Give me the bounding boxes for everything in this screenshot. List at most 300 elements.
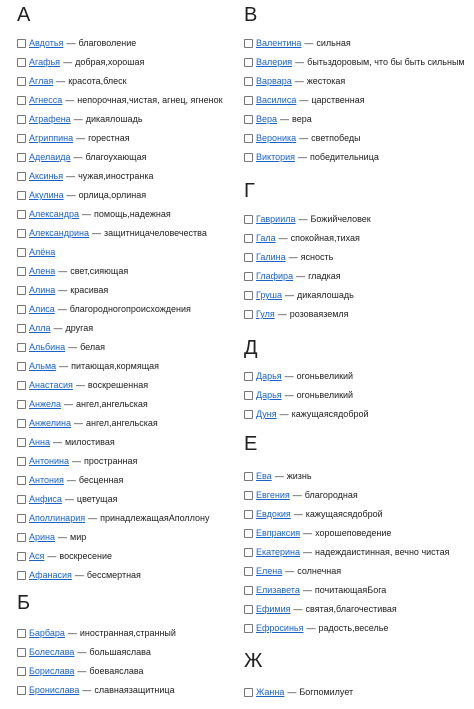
name-meaning: боеваяслава bbox=[89, 666, 144, 676]
dash-separator: — bbox=[298, 152, 308, 162]
dash-separator: — bbox=[82, 209, 92, 219]
name-meaning: Божийчеловек bbox=[310, 214, 371, 224]
name-link[interactable]: Бронислава bbox=[29, 685, 80, 695]
dash-separator: — bbox=[296, 271, 306, 281]
name-meaning: ангел,ангельская bbox=[75, 399, 148, 409]
checkbox[interactable] bbox=[17, 134, 26, 143]
section-г bbox=[244, 180, 371, 324]
name-link[interactable]: Евпраксия bbox=[256, 528, 301, 538]
section-б bbox=[17, 592, 176, 700]
checkbox[interactable] bbox=[17, 58, 26, 67]
list-item bbox=[17, 376, 223, 395]
list-item bbox=[17, 243, 223, 262]
list-item bbox=[17, 414, 223, 433]
name-link[interactable]: Авдотья bbox=[29, 38, 64, 48]
name-meaning: большаяслава bbox=[89, 647, 151, 657]
section-е bbox=[244, 433, 450, 638]
section-heading: Е bbox=[244, 433, 258, 455]
list-item bbox=[17, 471, 223, 490]
name-link[interactable]: Афанасия bbox=[29, 570, 72, 580]
section-heading: Д bbox=[244, 337, 258, 359]
name-link[interactable]: Алена bbox=[29, 266, 56, 276]
name-meaning: сильная bbox=[316, 38, 351, 48]
list-item bbox=[244, 129, 465, 148]
name-link[interactable]: Аграфена bbox=[29, 114, 71, 124]
checkbox[interactable] bbox=[17, 476, 26, 485]
list-item bbox=[17, 205, 223, 224]
checkbox[interactable] bbox=[244, 567, 253, 576]
dash-separator: — bbox=[285, 290, 294, 300]
dash-separator: — bbox=[284, 371, 294, 381]
checkbox[interactable] bbox=[17, 381, 26, 390]
name-meaning: святая,благочестивая bbox=[305, 604, 397, 614]
name-link[interactable]: Аполлинария bbox=[29, 513, 86, 523]
name-link[interactable]: Вероника bbox=[256, 133, 297, 143]
section-а bbox=[17, 4, 223, 585]
name-meaning: милостивая bbox=[64, 437, 115, 447]
list-item bbox=[17, 319, 223, 338]
checkbox[interactable] bbox=[17, 629, 26, 638]
checkbox[interactable] bbox=[17, 115, 26, 124]
name-link[interactable]: Акулина bbox=[29, 190, 64, 200]
dash-separator: — bbox=[77, 647, 87, 657]
checkbox[interactable] bbox=[244, 548, 253, 557]
dash-separator: — bbox=[63, 399, 73, 409]
name-meaning: благородногопроисхождения bbox=[69, 304, 191, 314]
dash-separator: — bbox=[66, 190, 76, 200]
checkbox[interactable] bbox=[17, 267, 26, 276]
checkbox[interactable] bbox=[17, 571, 26, 580]
list-item bbox=[17, 186, 223, 205]
name-meaning: помощь,надежная bbox=[94, 209, 171, 219]
name-meaning: спокойная,тихая bbox=[290, 233, 360, 243]
name-meaning: дикаялошадь bbox=[297, 290, 354, 300]
list-item bbox=[17, 110, 223, 129]
name-link[interactable]: Агриппина bbox=[29, 133, 74, 143]
dash-separator: — bbox=[284, 390, 294, 400]
name-link[interactable]: Ася bbox=[29, 551, 45, 561]
checkbox[interactable] bbox=[244, 77, 253, 86]
dash-separator: — bbox=[302, 547, 312, 557]
checkbox[interactable] bbox=[244, 291, 253, 300]
section-heading: А bbox=[17, 4, 31, 26]
list-item bbox=[244, 619, 450, 638]
name-meaning: мир bbox=[70, 532, 87, 542]
name-link[interactable]: Ева bbox=[256, 471, 272, 481]
checkbox[interactable] bbox=[17, 552, 26, 561]
list-item bbox=[244, 53, 465, 72]
section-heading: В bbox=[244, 4, 258, 26]
dash-separator: — bbox=[66, 171, 76, 181]
dash-separator: — bbox=[58, 285, 68, 295]
checkbox[interactable] bbox=[17, 305, 26, 314]
list-item bbox=[244, 110, 465, 129]
name-meaning: бытьздоровым, что бы быть сильным bbox=[307, 57, 465, 67]
name-meaning: Богпомилует bbox=[299, 687, 354, 697]
list-item bbox=[17, 509, 223, 528]
dash-separator: — bbox=[74, 570, 84, 580]
dash-separator: — bbox=[88, 513, 98, 523]
checkbox[interactable] bbox=[17, 419, 26, 428]
list-item bbox=[17, 395, 223, 414]
name-link[interactable]: Альбина bbox=[29, 342, 66, 352]
checkbox[interactable] bbox=[244, 372, 253, 381]
list-item bbox=[244, 72, 465, 91]
list-item bbox=[17, 300, 223, 319]
dash-separator: — bbox=[53, 323, 63, 333]
section-heading: Б bbox=[17, 592, 31, 614]
dash-separator: — bbox=[67, 628, 77, 638]
name-link[interactable]: Анна bbox=[29, 437, 50, 447]
checkbox[interactable] bbox=[244, 96, 253, 105]
name-link[interactable]: Варвара bbox=[256, 76, 292, 86]
checkbox[interactable] bbox=[17, 248, 26, 257]
name-meaning: розоваяземля bbox=[289, 309, 349, 319]
name-link[interactable]: Гавриила bbox=[256, 214, 296, 224]
dash-separator: — bbox=[59, 361, 69, 371]
checkbox[interactable] bbox=[244, 153, 253, 162]
list-item bbox=[17, 129, 223, 148]
name-meaning: красота,блеск bbox=[68, 76, 127, 86]
name-meaning: горестная bbox=[88, 133, 130, 143]
name-meaning: цветущая bbox=[76, 494, 118, 504]
list-item bbox=[17, 528, 223, 547]
checkbox[interactable] bbox=[17, 343, 26, 352]
name-meaning: хорошеповедение bbox=[315, 528, 392, 538]
name-meaning: огоньвеликий bbox=[296, 371, 354, 381]
dash-separator: — bbox=[278, 233, 288, 243]
name-meaning: гладкая bbox=[308, 271, 341, 281]
name-meaning: бесценная bbox=[78, 475, 124, 485]
name-meaning: кажущаясядоброй bbox=[305, 509, 383, 519]
name-meaning: белая bbox=[80, 342, 105, 352]
dash-separator: — bbox=[302, 585, 312, 595]
name-meaning: надеждаистинная, вечно чистая bbox=[314, 547, 450, 557]
name-link[interactable]: Евдокия bbox=[256, 509, 291, 519]
name-link[interactable]: Груша bbox=[256, 290, 282, 300]
checkbox[interactable] bbox=[244, 586, 253, 595]
list-item bbox=[244, 562, 450, 581]
section-д bbox=[244, 337, 369, 424]
dash-separator: — bbox=[63, 57, 73, 67]
dash-separator: — bbox=[304, 38, 314, 48]
name-meaning: ангел,ангельская bbox=[85, 418, 158, 428]
checkbox[interactable] bbox=[244, 391, 253, 400]
checkbox[interactable] bbox=[244, 410, 253, 419]
dash-separator: — bbox=[56, 76, 66, 86]
name-link[interactable]: Алёна bbox=[29, 247, 56, 257]
list-item bbox=[17, 357, 223, 376]
dash-separator: — bbox=[293, 604, 303, 614]
name-meaning: почитающаяБога bbox=[314, 585, 387, 595]
checkbox[interactable] bbox=[17, 457, 26, 466]
checkbox[interactable] bbox=[17, 533, 26, 542]
name-link[interactable]: Арина bbox=[29, 532, 56, 542]
name-link[interactable]: Валентина bbox=[256, 38, 302, 48]
list-item bbox=[17, 281, 223, 300]
checkbox[interactable] bbox=[17, 362, 26, 371]
list-item bbox=[17, 148, 223, 167]
checkbox[interactable] bbox=[244, 215, 253, 224]
checkbox[interactable] bbox=[17, 286, 26, 295]
name-link[interactable]: Ефросинья bbox=[256, 623, 304, 633]
dash-separator: — bbox=[73, 152, 83, 162]
checkbox[interactable] bbox=[17, 667, 26, 676]
checkbox[interactable] bbox=[244, 624, 253, 633]
list-item bbox=[17, 338, 223, 357]
list-item bbox=[17, 643, 176, 662]
name-link[interactable]: Борислава bbox=[29, 666, 75, 676]
name-link[interactable]: Антонина bbox=[29, 456, 69, 466]
checkbox[interactable] bbox=[244, 510, 253, 519]
name-meaning: кажущаясядоброй bbox=[291, 409, 369, 419]
list-item bbox=[244, 229, 371, 248]
dash-separator: — bbox=[292, 490, 302, 500]
list-item bbox=[17, 91, 223, 110]
name-meaning: победительница bbox=[310, 152, 379, 162]
checkbox[interactable] bbox=[17, 514, 26, 523]
list-item bbox=[17, 547, 223, 566]
checkbox[interactable] bbox=[244, 58, 253, 67]
name-meaning: воскрешенная bbox=[87, 380, 149, 390]
name-link[interactable]: Антония bbox=[29, 475, 64, 485]
checkbox[interactable] bbox=[244, 310, 253, 319]
list-item bbox=[17, 167, 223, 186]
dash-separator: — bbox=[76, 133, 86, 143]
dash-separator: — bbox=[47, 551, 57, 561]
list-item bbox=[17, 624, 176, 643]
dash-separator: — bbox=[295, 57, 305, 67]
dash-separator: — bbox=[299, 133, 309, 143]
name-meaning: благоухающая bbox=[85, 152, 147, 162]
name-meaning: пространная bbox=[83, 456, 138, 466]
checkbox[interactable] bbox=[244, 491, 253, 500]
name-link[interactable]: Болеслава bbox=[29, 647, 75, 657]
list-item bbox=[244, 505, 450, 524]
checkbox[interactable] bbox=[244, 272, 253, 281]
checkbox[interactable] bbox=[17, 438, 26, 447]
name-link[interactable]: Елизавета bbox=[256, 585, 300, 595]
name-link[interactable]: Александрина bbox=[29, 228, 90, 238]
list-item bbox=[244, 248, 371, 267]
name-link[interactable]: Аглая bbox=[29, 76, 54, 86]
list-item bbox=[244, 91, 465, 110]
dash-separator: — bbox=[82, 685, 92, 695]
name-meaning: ясность bbox=[300, 252, 334, 262]
section-в bbox=[244, 4, 465, 167]
name-meaning: радость,веселье bbox=[318, 623, 389, 633]
dash-separator: — bbox=[279, 409, 289, 419]
list-item bbox=[17, 490, 223, 509]
name-link[interactable]: Дуня bbox=[256, 409, 277, 419]
list-item bbox=[17, 262, 223, 281]
dash-separator: — bbox=[52, 437, 62, 447]
name-meaning: защитницачеловечества bbox=[104, 228, 207, 238]
name-link[interactable]: Александра bbox=[29, 209, 80, 219]
name-meaning: добрая,хорошая bbox=[75, 57, 145, 67]
name-link[interactable]: Альма bbox=[29, 361, 57, 371]
list-item bbox=[17, 53, 223, 72]
name-link[interactable]: Василиса bbox=[256, 95, 297, 105]
name-link[interactable]: Валерия bbox=[256, 57, 293, 67]
name-link[interactable]: Алиса bbox=[29, 304, 55, 314]
name-link[interactable]: Барбара bbox=[29, 628, 65, 638]
name-meaning: другая bbox=[65, 323, 94, 333]
list-item bbox=[244, 267, 371, 286]
name-link[interactable]: Анжелина bbox=[29, 418, 71, 428]
name-link[interactable]: Анжела bbox=[29, 399, 61, 409]
checkbox[interactable] bbox=[17, 229, 26, 238]
list-item bbox=[244, 600, 450, 619]
dash-separator: — bbox=[64, 494, 74, 504]
checkbox[interactable] bbox=[17, 153, 26, 162]
checkbox[interactable] bbox=[17, 495, 26, 504]
name-meaning: жестокая bbox=[306, 76, 346, 86]
list-item bbox=[244, 543, 450, 562]
dash-separator: — bbox=[77, 666, 87, 676]
list-item bbox=[244, 367, 369, 386]
name-meaning: дикаялошадь bbox=[85, 114, 143, 124]
checkbox[interactable] bbox=[17, 191, 26, 200]
name-link[interactable]: Вера bbox=[256, 114, 278, 124]
list-item bbox=[17, 662, 176, 681]
name-meaning: принадлежащаяАполлону bbox=[100, 513, 210, 523]
dash-separator: — bbox=[299, 95, 309, 105]
name-meaning: орлица,орлиная bbox=[78, 190, 147, 200]
name-link[interactable]: Анфиса bbox=[29, 494, 62, 504]
checkbox[interactable] bbox=[17, 686, 26, 695]
name-meaning: благородная bbox=[304, 490, 358, 500]
dash-separator: — bbox=[285, 566, 295, 576]
checkbox[interactable] bbox=[244, 472, 253, 481]
dash-separator: — bbox=[298, 214, 308, 224]
name-meaning: непорочная,чистая, агнец, ягненок bbox=[77, 95, 223, 105]
name-link[interactable]: Гала bbox=[256, 233, 276, 243]
list-item bbox=[244, 467, 450, 486]
list-item bbox=[244, 286, 371, 305]
dash-separator: — bbox=[66, 38, 76, 48]
name-link[interactable]: Екатерина bbox=[256, 547, 300, 557]
list-item bbox=[244, 486, 450, 505]
name-meaning: жизнь bbox=[286, 471, 312, 481]
list-item bbox=[17, 452, 223, 471]
checkbox[interactable] bbox=[244, 39, 253, 48]
checkbox[interactable] bbox=[17, 39, 26, 48]
list-item bbox=[244, 405, 369, 424]
name-link[interactable]: Аделаида bbox=[29, 152, 71, 162]
name-meaning: благоволение bbox=[78, 38, 137, 48]
name-meaning: царственная bbox=[311, 95, 365, 105]
list-item bbox=[244, 524, 450, 543]
dash-separator: — bbox=[73, 114, 83, 124]
name-meaning: славнаязащитница bbox=[94, 685, 175, 695]
checkbox[interactable] bbox=[244, 688, 253, 697]
list-item bbox=[244, 581, 450, 600]
name-meaning: вера bbox=[292, 114, 312, 124]
checkbox[interactable] bbox=[17, 96, 26, 105]
name-meaning: бессмертная bbox=[86, 570, 141, 580]
name-link[interactable]: Аксинья bbox=[29, 171, 64, 181]
name-link[interactable]: Агафья bbox=[29, 57, 61, 67]
name-link[interactable]: Галина bbox=[256, 252, 286, 262]
dash-separator: — bbox=[274, 471, 284, 481]
list-item bbox=[17, 566, 223, 585]
dash-separator: — bbox=[294, 76, 304, 86]
name-link[interactable]: Жанна bbox=[256, 687, 285, 697]
name-link[interactable]: Ефимия bbox=[256, 604, 291, 614]
checkbox[interactable] bbox=[17, 172, 26, 181]
checkbox[interactable] bbox=[17, 324, 26, 333]
checkbox[interactable] bbox=[244, 234, 253, 243]
dash-separator: — bbox=[58, 532, 68, 542]
dash-separator: — bbox=[293, 509, 303, 519]
list-item bbox=[244, 34, 465, 53]
list-item bbox=[244, 148, 465, 167]
dash-separator: — bbox=[57, 304, 67, 314]
name-meaning: чужая,иностранка bbox=[78, 171, 154, 181]
list-item bbox=[244, 305, 371, 324]
name-link[interactable]: Дарья bbox=[256, 371, 282, 381]
dash-separator: — bbox=[65, 95, 75, 105]
dash-separator: — bbox=[66, 475, 76, 485]
name-link[interactable]: Гуля bbox=[256, 309, 275, 319]
dash-separator: — bbox=[303, 528, 313, 538]
list-item bbox=[17, 72, 223, 91]
list-item bbox=[244, 210, 371, 229]
name-link[interactable]: Алла bbox=[29, 323, 51, 333]
checkbox[interactable] bbox=[244, 115, 253, 124]
name-meaning: свет,сияющая bbox=[70, 266, 129, 276]
name-link[interactable]: Виктория bbox=[256, 152, 296, 162]
name-link[interactable]: Глафира bbox=[256, 271, 294, 281]
name-meaning: солнечная bbox=[297, 566, 342, 576]
checkbox[interactable] bbox=[244, 529, 253, 538]
name-meaning: питающая,кормящая bbox=[71, 361, 159, 371]
checkbox[interactable] bbox=[244, 134, 253, 143]
dash-separator: — bbox=[75, 380, 85, 390]
name-link[interactable]: Евгения bbox=[256, 490, 290, 500]
list-item bbox=[244, 683, 353, 702]
name-link[interactable]: Алина bbox=[29, 285, 56, 295]
name-link[interactable]: Елена bbox=[256, 566, 283, 576]
checkbox[interactable] bbox=[17, 648, 26, 657]
section-heading: Ж bbox=[244, 650, 263, 672]
section-ж bbox=[244, 650, 353, 702]
dash-separator: — bbox=[306, 623, 316, 633]
checkbox[interactable] bbox=[17, 77, 26, 86]
dash-separator: — bbox=[280, 114, 290, 124]
checkbox[interactable] bbox=[244, 605, 253, 614]
name-link[interactable]: Анастасия bbox=[29, 380, 73, 390]
name-link[interactable]: Агнесса bbox=[29, 95, 63, 105]
name-meaning: красивая bbox=[70, 285, 109, 295]
name-meaning: светпобеды bbox=[311, 133, 361, 143]
checkbox[interactable] bbox=[244, 253, 253, 262]
dash-separator: — bbox=[277, 309, 287, 319]
dash-separator: — bbox=[288, 252, 298, 262]
dash-separator: — bbox=[68, 342, 78, 352]
dash-separator: — bbox=[58, 266, 68, 276]
name-meaning: огоньвеликий bbox=[296, 390, 354, 400]
name-link[interactable]: Дарья bbox=[256, 390, 282, 400]
name-meaning: иностранная,странный bbox=[79, 628, 176, 638]
list-item bbox=[17, 433, 223, 452]
dash-separator: — bbox=[71, 456, 81, 466]
section-heading: Г bbox=[244, 180, 255, 202]
checkbox[interactable] bbox=[17, 210, 26, 219]
checkbox[interactable] bbox=[17, 400, 26, 409]
dash-separator: — bbox=[287, 687, 297, 697]
